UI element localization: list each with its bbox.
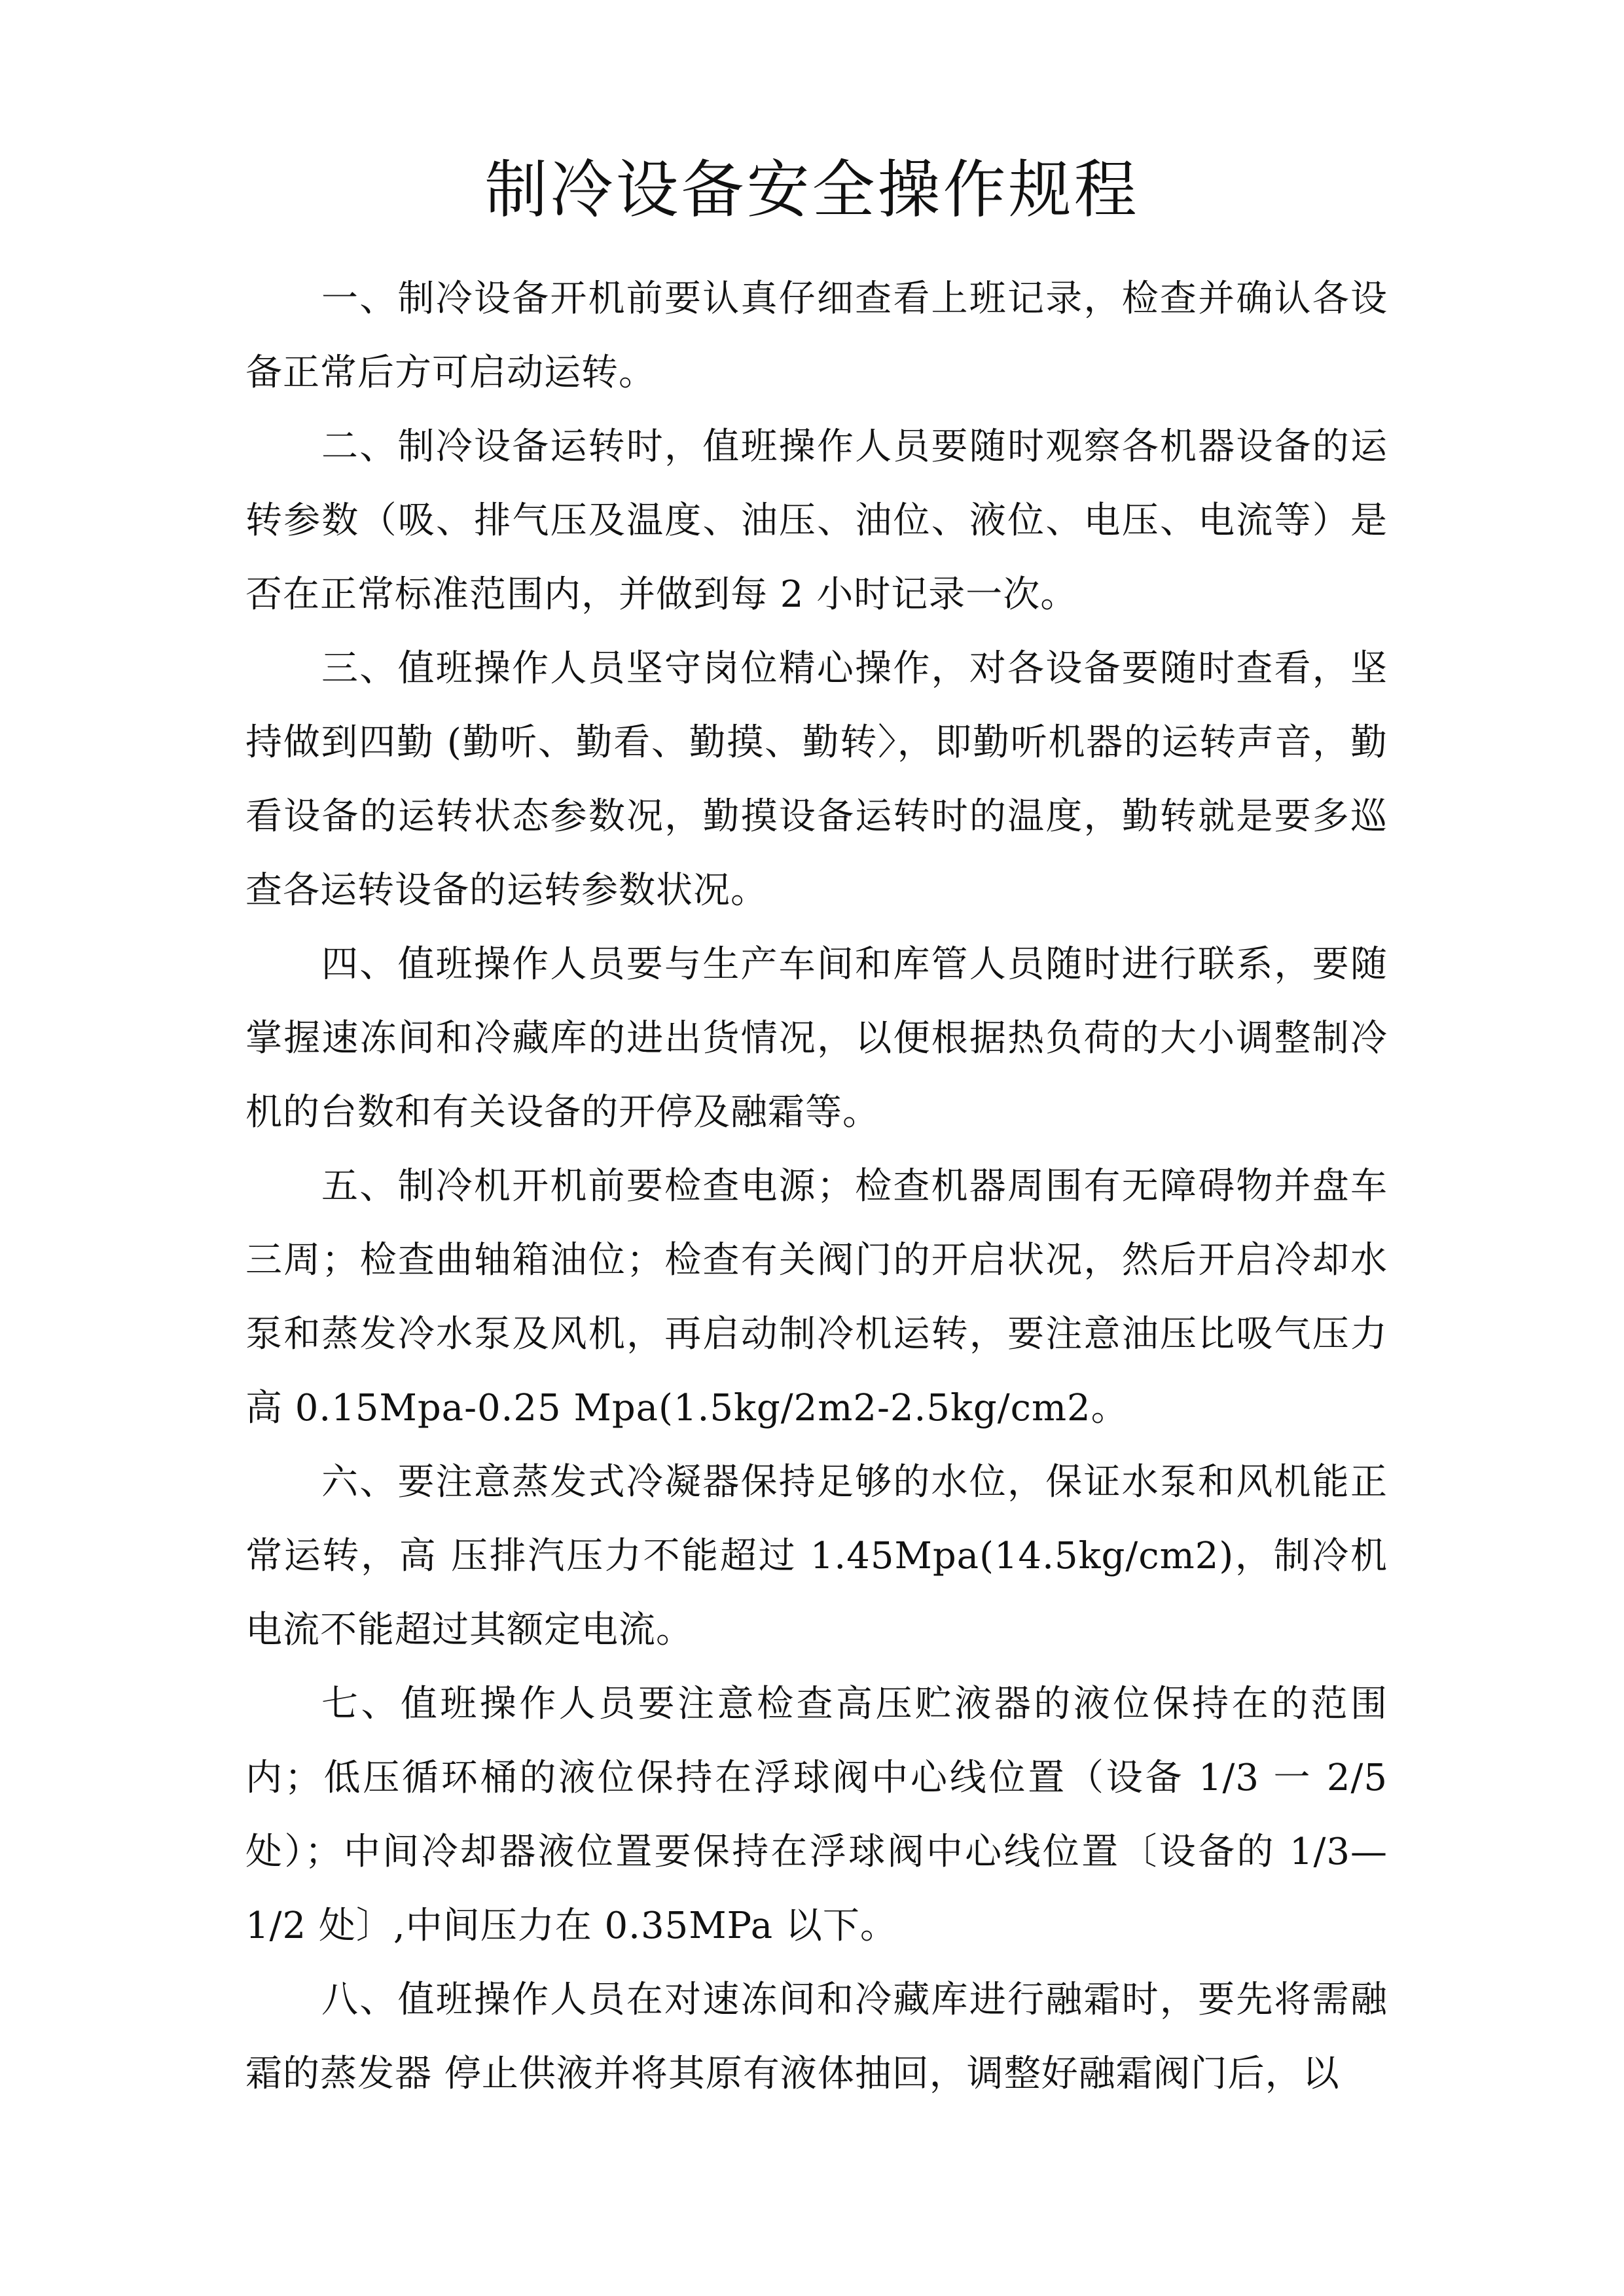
paragraph-7: 七、值班操作人员要注意检查高压贮液器的液位保持在的范围内；低压循环桶的液位保持在浮球阀中心线位置（设备 1/3 一 2/5 处）；中间冷却器液位置要保持在浮球阀中心线位置〔设备的 1/3—1/2 处〕,中间压力在 0.35MPa 以下。	[245, 1683, 1388, 1947]
paragraph-4: 四、值班操作人员要与生产车间和库管人员随时进行联系，要随掌握速冻间和冷藏库的进出货情况，以便根据热负荷的大小调整制冷机的台数和有关设备的开停及融霜等。	[245, 943, 1388, 1134]
paragraph-1: 一、制冷设备开机前要认真仔细查看上班记录，检查并确认各设备正常后方可启动运转。	[245, 278, 1388, 394]
paragraph-8: 八、值班操作人员在对速冻间和冷藏库进行融霜时，要先将需融霜的蒸发器 停止供液并将其原有液体抽回，调整好融霜阀门后，以	[245, 1979, 1388, 2095]
paragraph-3: 三、值班操作人员坚守岗位精心操作，对各设备要随时查看，坚持做到四勤 (勤听、勤看、勤摸、勤转〉，即勤听机器的运转声音，勤看设备的运转状态参数况，勤摸设备运转时的温度，勤转就是要多巡查各运转设备的运转参数状况。	[245, 647, 1388, 912]
document-title: 制冷设备安全操作规程	[484, 153, 1140, 226]
paragraph-2: 二、制冷设备运转时，值班操作人员要随时观察各机器设备的运转参数（吸、排气压及温度、油压、油位、液位、电压、电流等）是否在正常标准范围内，并做到每 2 小时记录一次。	[245, 425, 1388, 616]
document-body	[245, 262, 1388, 2111]
paragraph-5: 五、制冷机开机前要检查电源；检查机器周围有无障碍物并盘车三周；检查曲轴箱油位；检查有关阀门的开启状况，然后开启冷却水泵和蒸发冷水泵及风机，再启动制冷机运转，要注意油压比吸气压力高 0.15Mpa-0.25 Mpa(1.5kg/2m2-2.5kg/cm2。	[245, 1165, 1388, 1429]
paragraph-6: 六、要注意蒸发式冷凝器保持足够的水位，保证水泵和风机能正常运转，高 压排汽压力不能超过 1.45Mpa(14.5kg/cm2)，制冷机电流不能超过其额定电流。	[245, 1461, 1388, 1651]
